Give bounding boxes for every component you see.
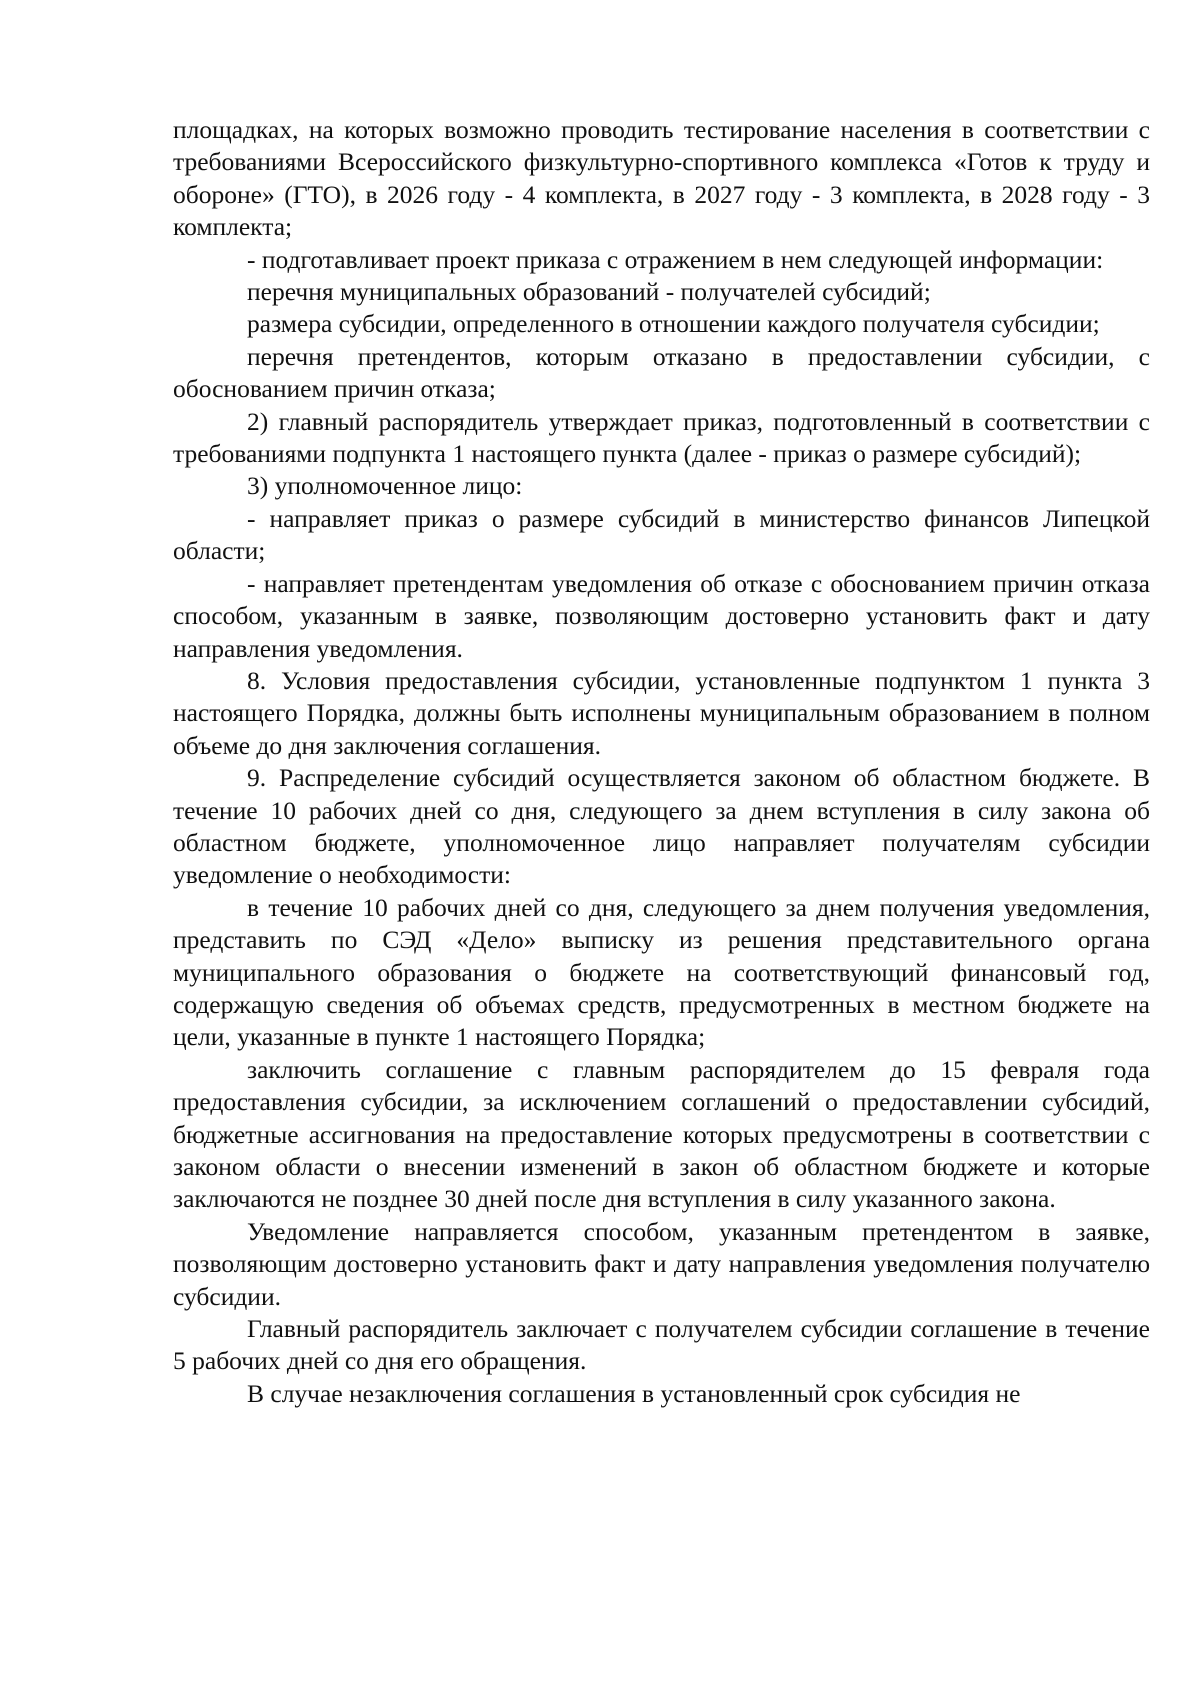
paragraph-8: - направляет приказ о размере субсидий в министерство финансов Липецкой области;	[173, 503, 1150, 566]
paragraph-6: 2) главный распорядитель утверждает приказ, подготовленный в соответствии с требованиями подпункта 1 настоящего пункта (далее - приказ о размере субсидий);	[173, 406, 1150, 469]
paragraph-4: размера субсидии, определенного в отношении каждого получателя субсидии;	[247, 309, 1100, 339]
paragraph-1: площадках, на которых возможно проводить тестирование населения в соответствии с требованиями Всероссийского физкультурно-спортивного комплекса «Готов к труду и обороне» (ГТО), в 2026 году - 4 комплекта, в 2027 году - 3 комплекта, в 2028 году - 3 комплекта;	[173, 115, 1150, 242]
paragraph-2: - подготавливает проект приказа с отражением в нем следующей информации:	[247, 244, 1104, 274]
paragraph-5: перечня претендентов, которым отказано в предоставлении субсидии, с обоснованием причин отказа;	[173, 341, 1150, 404]
document-body	[173, 114, 1150, 1410]
paragraph-3: перечня муниципальных образований - получателей субсидий;	[247, 277, 931, 307]
paragraph-16: В случае незаключения соглашения в установленный срок субсидия не	[247, 1378, 1021, 1408]
paragraph-13: заключить соглашение с главным распорядителем до 15 февраля года предоставления субсидии, за исключением соглашений о предоставлении субсидий, бюджетные ассигнования на предоставление которых предусмотрены в соответствии с законом области о внесении изменений в закон об областном бюджете и которые заключаются не позднее 30 дней после дня вступления в силу указанного закона.	[173, 1054, 1150, 1214]
paragraph-9: - направляет претендентам уведомления об отказе с обоснованием причин отказа способом, указанным в заявке, позволяющим достоверно установить факт и дату направления уведомления.	[173, 568, 1150, 663]
paragraph-14: Уведомление направляется способом, указанным претендентом в заявке, позволяющим достоверно установить факт и дату направления уведомления получателю субсидии.	[173, 1216, 1150, 1311]
paragraph-12: в течение 10 рабочих дней со дня, следующего за днем получения уведомления, представить по СЭД «Дело» выписку из решения представительного органа муниципального образования о бюджете на соответствующий финансовый год, содержащую сведения об объемах средств, предусмотренных в местном бюджете на цели, указанные в пункте 1 настоящего Порядка;	[173, 892, 1150, 1052]
paragraph-10: 8. Условия предоставления субсидии, установленные подпунктом 1 пункта 3 настоящего Порядка, должны быть исполнены муниципальным образованием в полном объеме до дня заключения соглашения.	[173, 665, 1150, 760]
paragraph-15: Главный распорядитель заключает с получателем субсидии соглашение в течение 5 рабочих дней со дня его обращения.	[173, 1314, 1150, 1376]
paragraph-11: 9. Распределение субсидий осуществляется законом об областном бюджете. В течение 10 рабочих дней со дня, следующего за днем вступления в силу закона об областном бюджете, уполномоченное лицо направляет получателям субсидии уведомление о необходимости:	[173, 763, 1150, 890]
paragraph-7: 3) уполномоченное лицо:	[247, 471, 523, 501]
